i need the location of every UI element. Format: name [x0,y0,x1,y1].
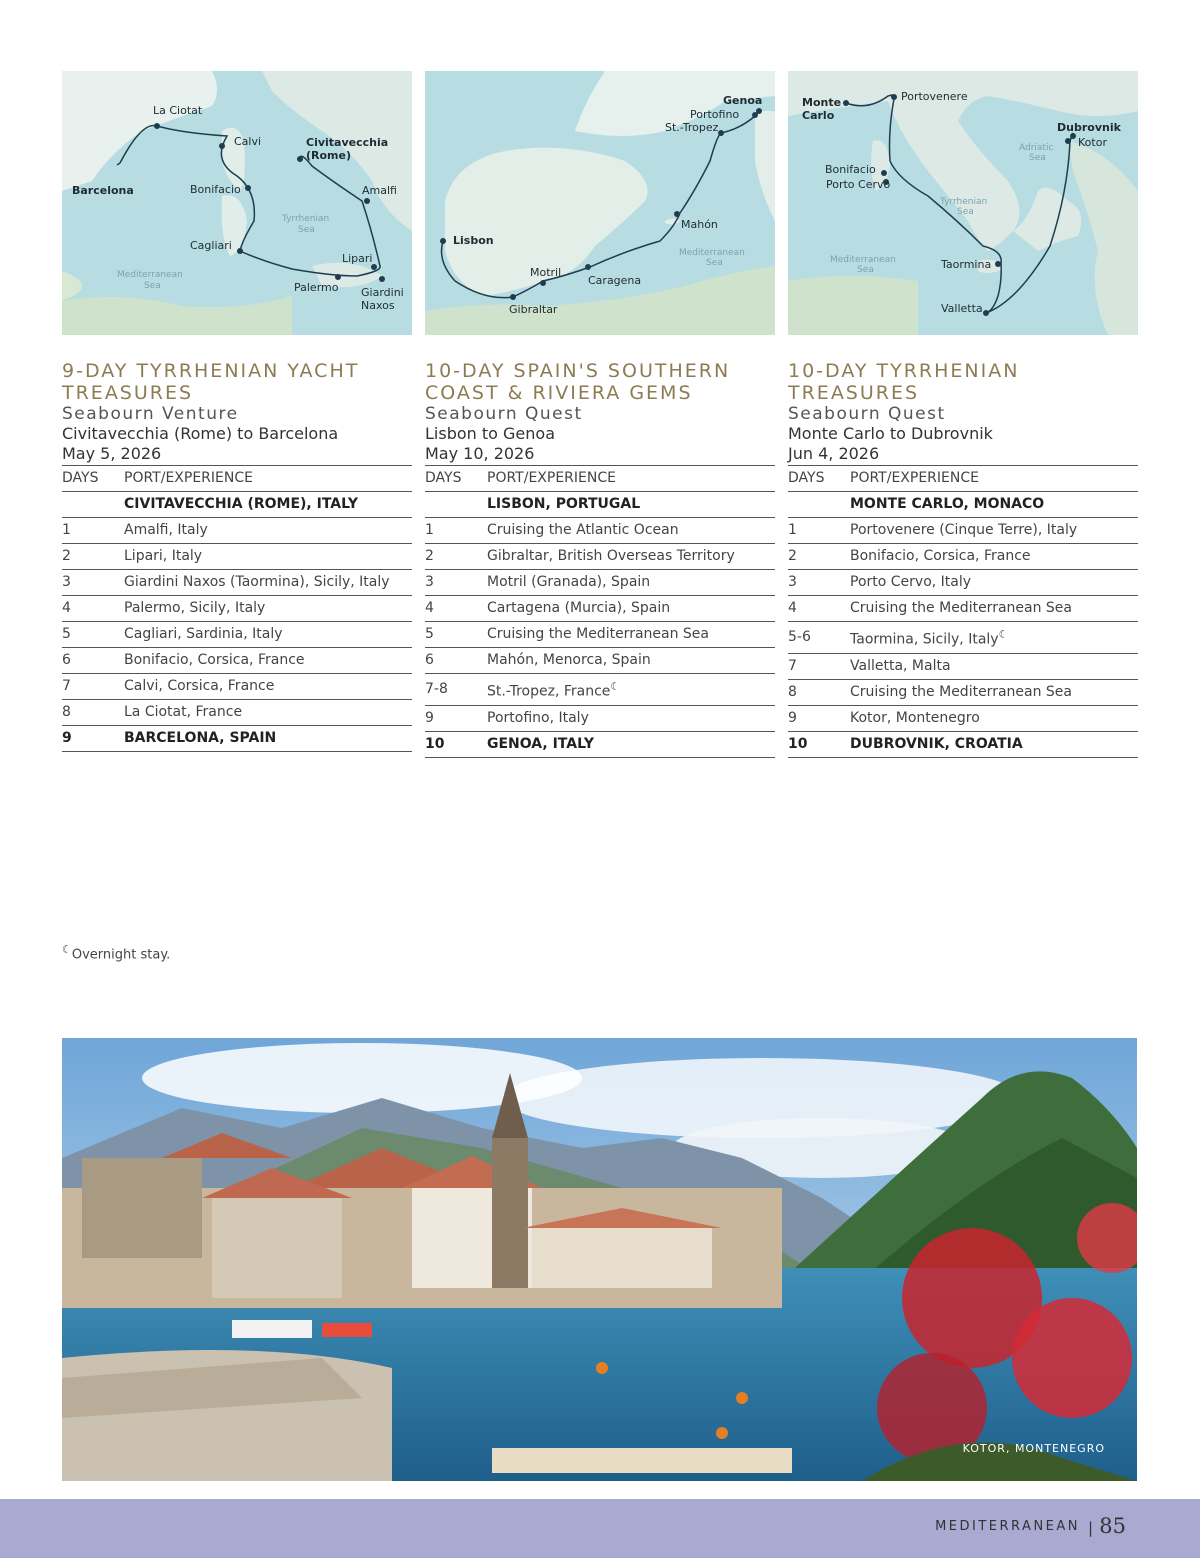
table-row [62,700,412,726]
table-row [62,518,412,544]
port-cell [850,622,1138,654]
port-cell [850,705,1138,731]
port-name: Amalfi, Italy [124,522,208,538]
itinerary-1 [62,360,412,752]
footnote-text: Overnight stay. [71,947,171,963]
table-row [425,648,775,674]
port-cell [124,518,412,544]
port-cell [487,518,775,544]
table-row [788,570,1138,596]
port-name: La Ciotat, France [124,704,243,720]
day-cell: 7 [62,674,124,700]
port-name: Taormina, Sicily, Italy [850,631,999,648]
route-text: Civitavecchia (Rome) to Barcelona [62,424,339,443]
sea-label: Sea [298,225,315,235]
map-label-portovenere: Portovenere [901,90,968,103]
day-cell: 9 [425,705,487,731]
footer-section: MEDITERRANEAN [935,1519,1080,1534]
port-cell [850,679,1138,705]
port-cell [850,653,1138,679]
port-cell [124,700,412,726]
table-row [62,648,412,674]
table-row [425,570,775,596]
map-label-kotor: Kotor [1078,136,1107,149]
moon-icon: ☾ [610,680,621,693]
day-cell: 8 [788,679,850,705]
day-cell: 3 [425,570,487,596]
departure-date: May 5, 2026 [62,444,162,463]
port-name: BARCELONA, SPAIN [124,730,277,746]
day-cell: 3 [788,570,850,596]
ship-name: Seabourn Venture [62,404,239,424]
map-tyrrhenian-treasures [788,71,1138,335]
map-label-lipari: Lipari [342,252,373,265]
table-row [788,679,1138,705]
table-row [425,518,775,544]
itinerary-title: 10-DAY SPAIN'S SOUTHERN COAST & RIVIERA GEMS [425,360,731,404]
table-row [62,622,412,648]
port-header: PORT/EXPERIENCE [487,466,775,492]
port-name: Cagliari, Sardinia, Italy [124,626,283,642]
port-name: Kotor, Montenegro [850,709,980,726]
sea-label: Tyrrhenian [940,197,988,207]
port-cell [124,544,412,570]
map-spain-riviera [425,71,775,335]
port-cell [487,570,775,596]
photo-caption: KOTOR, MONTENEGRO [962,1442,1105,1455]
ship-name: Seabourn Quest [788,404,946,424]
itinerary-2 [425,360,775,758]
sea-label: Mediterranean [117,270,183,280]
day-cell: 2 [62,544,124,570]
map-label-monte: Monte [802,96,842,109]
day-cell: 4 [62,596,124,622]
table-header [425,466,775,492]
port-cell [850,596,1138,622]
map-label-motril: Motril [530,266,562,279]
page-number: 85 [1099,1514,1126,1538]
table-header [62,466,412,492]
map-label-giardini: Giardini [361,286,404,299]
sea-label: Sea [144,281,161,291]
table-header [788,466,1138,492]
table-row [425,492,775,518]
itinerary-table [788,465,1138,758]
map-label-rome: (Rome) [306,149,352,162]
port-name: Porto Cervo, Italy [850,574,972,590]
route-text: Lisbon to Genoa [425,424,555,443]
map-label-amalfi: Amalfi [362,184,397,197]
table-row [425,731,775,757]
port-name: Cruising the Mediterranean Sea [850,683,1072,700]
map-label-carlo: Carlo [802,109,835,122]
map-label-gibraltar: Gibraltar [509,303,558,316]
day-cell: 7 [788,653,850,679]
port-cell [124,492,412,518]
port-name: Motril (Granada), Spain [487,574,651,590]
port-cell [487,544,775,570]
day-cell: 7-8 [425,674,487,706]
sea-label: Mediterranean [679,248,745,258]
table-row [788,518,1138,544]
port-name: DUBROVNIK, CROATIA [850,735,1023,752]
port-cell [850,544,1138,570]
map-label-porto-cervo: Porto Cervo [826,178,891,191]
port-cell [487,731,775,757]
port-name: Calvi, Corsica, France [124,678,275,694]
day-cell: 6 [425,648,487,674]
map-label-bonifacio: Bonifacio [190,183,241,196]
days-header: DAYS [62,466,124,492]
day-cell: 1 [62,518,124,544]
port-cell [850,492,1138,518]
port-name: Cruising the Mediterranean Sea [487,626,709,642]
port-name: Bonifacio, Corsica, France [124,652,305,668]
day-cell [62,492,124,518]
port-cell [487,705,775,731]
port-cell [850,570,1138,596]
day-cell: 4 [425,596,487,622]
departure-date: Jun 4, 2026 [788,444,880,463]
port-cell [124,726,412,752]
port-cell [487,674,775,706]
day-cell: 1 [425,518,487,544]
ship-name: Seabourn Quest [425,404,583,424]
day-cell: 6 [62,648,124,674]
moon-icon: ☾ [998,628,1009,641]
map-label-barcelona: Barcelona [72,184,134,197]
port-name: CIVITAVECCHIA (ROME), ITALY [124,496,359,512]
port-name: GENOA, ITALY [487,735,594,752]
kotor-photo [62,1038,1137,1481]
day-cell [425,492,487,518]
port-name: Portofino, Italy [487,709,589,726]
port-name: Valletta, Malta [850,657,951,674]
port-cell [124,596,412,622]
map-label-st-tropez: St.-Tropez [665,121,719,134]
itinerary-3 [788,360,1138,758]
table-row [788,596,1138,622]
map-label-bonifacio: Bonifacio [825,163,876,176]
port-name: Giardini Naxos (Taormina), Sicily, Italy [124,574,390,590]
map-label-calvi: Calvi [234,135,262,148]
footer-bar [0,1499,1200,1558]
table-row [62,544,412,570]
sea-label: Sea [957,207,974,217]
table-row [425,622,775,648]
day-cell: 2 [425,544,487,570]
table-row [425,705,775,731]
table-row [788,705,1138,731]
port-name: Palermo, Sicily, Italy [124,600,266,616]
port-cell [850,731,1138,757]
route-text: Monte Carlo to Dubrovnik [788,424,993,443]
table-row [425,544,775,570]
table-row [62,596,412,622]
port-cell [487,622,775,648]
day-cell: 5 [62,622,124,648]
day-cell: 3 [62,570,124,596]
port-cell [124,570,412,596]
map-label-naxos: Naxos [361,299,395,312]
port-name: Cartagena (Murcia), Spain [487,600,671,616]
map-tyrrhenian-yacht [62,71,412,335]
port-cell [124,674,412,700]
table-row [62,726,412,752]
table-row [788,622,1138,654]
port-name: Portovenere (Cinque Terre), Italy [850,522,1078,538]
table-row [425,596,775,622]
sea-label: Adriatic [1019,143,1054,153]
port-cell [487,596,775,622]
day-cell: 10 [788,731,850,757]
days-header: DAYS [425,466,487,492]
port-cell [487,648,775,674]
port-name: Lipari, Italy [124,548,203,564]
day-cell: 9 [788,705,850,731]
table-row [788,544,1138,570]
map-label-valletta: Valletta [941,302,983,315]
sea-label: Sea [706,258,723,268]
map-label-civitavecchia: Civitavecchia [306,136,389,149]
table-row [788,492,1138,518]
port-name: St.-Tropez, France [487,683,611,700]
footer-divider: | [1087,1519,1093,1537]
sea-label: Mediterranean [830,255,896,265]
itinerary-table [425,465,775,758]
port-cell [850,518,1138,544]
port-name: MONTE CARLO, MONACO [850,496,1045,512]
day-cell: 10 [425,731,487,757]
day-cell: 9 [62,726,124,752]
day-cell: 4 [788,596,850,622]
days-header: DAYS [788,466,850,492]
sea-label: Tyrrhenian [282,214,330,224]
table-row [788,731,1138,757]
map-label-genoa: Genoa [723,94,763,107]
footnote [62,943,170,962]
table-row [62,674,412,700]
itinerary-title: 10-DAY TYRRHENIAN TREASURES [788,360,1020,404]
day-cell: 8 [62,700,124,726]
port-name: Gibraltar, British Overseas Territory [487,548,735,564]
departure-date: May 10, 2026 [425,444,535,463]
port-name: Bonifacio, Corsica, France [850,548,1031,564]
table-row [62,570,412,596]
table-row [62,492,412,518]
itinerary-title: 9-DAY TYRRHENIAN YACHT TREASURES [62,360,360,404]
sea-label: Sea [857,265,874,275]
day-cell [788,492,850,518]
map-label-caragena: Caragena [588,274,642,287]
map-label-portofino: Portofino [690,108,740,121]
port-header: PORT/EXPERIENCE [124,466,412,492]
day-cell: 1 [788,518,850,544]
port-name: Mahón, Menorca, Spain [487,652,651,668]
map-label-taormina: Taormina [941,258,992,271]
port-cell [124,622,412,648]
port-name: Cruising the Atlantic Ocean [487,522,679,538]
day-cell: 5 [425,622,487,648]
port-cell [124,648,412,674]
itinerary-table [62,465,412,752]
map-label-mahon: Mahón [681,218,718,231]
map-label-cagliari: Cagliari [190,239,232,252]
port-name: Cruising the Mediterranean Sea [850,600,1072,616]
port-cell [487,492,775,518]
table-row [788,653,1138,679]
map-label-palermo: Palermo [294,281,339,294]
table-row [425,674,775,706]
day-cell: 2 [788,544,850,570]
map-label-lisbon: Lisbon [453,234,494,247]
port-header: PORT/EXPERIENCE [850,466,1138,492]
port-name: LISBON, PORTUGAL [487,496,641,512]
map-label-dubrovnik: Dubrovnik [1057,121,1121,134]
day-cell: 5-6 [788,622,850,654]
map-label-la-ciotat: La Ciotat [153,104,203,117]
sea-label: Sea [1029,153,1046,163]
moon-icon: ☾ [62,943,72,956]
